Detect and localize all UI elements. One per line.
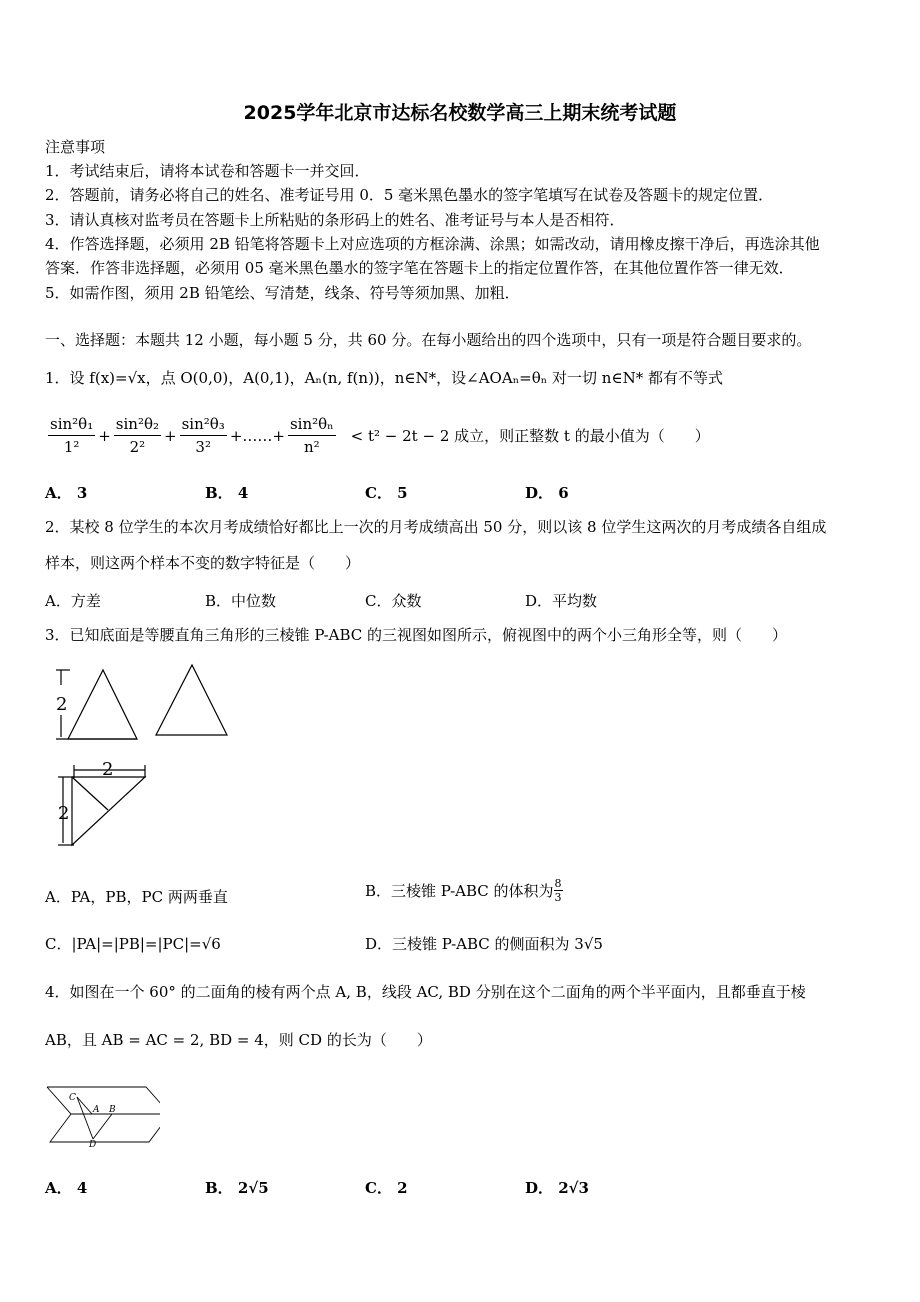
q3-option-b[interactable]: B．三棱锥 P-ABC 的体积为 8 3 xyxy=(365,877,562,904)
section-heading: 一、选择题：本题共 12 小题，每小题 5 分，共 60 分。在每小题给出的四个选项中，只有一项是符合题目要求的。 xyxy=(45,331,812,349)
fraction: $\frac{\text{sin²θₙ}}{\text{n²}}$ xyxy=(289,415,334,456)
q1-stem: 1．设 f(x)=√x，点 O(0,0)，A(0,1)，Aₙ(n, f(n))，n∈N*，设∠AOAₙ=θₙ 对一切 n∈N* 都有不等式 xyxy=(45,369,723,387)
q2-option-a[interactable]: A．方差 xyxy=(45,592,101,610)
notice-item: 答案．作答非选择题，必须用 05 毫米黑色墨水的签字笔在答题卡上的指定位置作答，在其他位置作答一律无效． xyxy=(45,259,794,277)
notice-heading: 注意事项 xyxy=(45,138,106,156)
q4-option-d[interactable]: D． 2√3 xyxy=(525,1179,589,1197)
notice-item: 3．请认真核对监考员在答题卡上所粘贴的条形码上的姓名、准考证号与本人是否相符． xyxy=(45,211,625,229)
notice-item: 2．答题前，请务必将自己的姓名、准考证号用 0．5 毫米黑色墨水的签字笔填写在试卷及答题卡的规定位置． xyxy=(45,186,774,204)
q1-option-d[interactable]: D． 6 xyxy=(525,484,569,502)
q4-option-c[interactable]: C． 2 xyxy=(365,1179,408,1197)
q4-stem: 4．如图在一个 60° 的二面角的棱有两个点 A, B，线段 AC, BD 分别在这个二面角的两个半平面内，且都垂直于棱 xyxy=(45,983,806,1001)
notice-item: 5．如需作图，须用 2B 铅笔绘、写清楚，线条、符号等须加黑、加粗． xyxy=(45,284,520,302)
dimension-label: 2 xyxy=(56,694,68,715)
dihedral-angle-figure xyxy=(30,1075,160,1150)
q1-tail: < t² − 2t − 2 成立，则正整数 t 的最小值为（ ） xyxy=(350,427,710,445)
q4-option-a[interactable]: A． 4 xyxy=(45,1179,88,1197)
q1-option-c[interactable]: C． 5 xyxy=(365,484,408,502)
notice-item: 1．考试结束后，请将本试卷和答题卡一并交回． xyxy=(45,162,370,180)
point-label: D xyxy=(89,1140,97,1150)
point-label: A xyxy=(93,1105,100,1115)
q4-option-b[interactable]: B． 2√5 xyxy=(205,1179,269,1197)
q2-option-b[interactable]: B．中位数 xyxy=(205,592,277,610)
q2-stem: 2．某校 8 位学生的本次月考成绩恰好都比上一次的月考成绩高出 50 分，则以该 8 位学生这两次的月考成绩各自组成 xyxy=(45,518,827,536)
page-title: 2025学年北京市达标名校数学高三上期末统考试题 xyxy=(243,102,677,124)
q2-option-d[interactable]: D．平均数 xyxy=(525,592,598,610)
fraction: $\frac{\text{sin²θ₃}}{\text{3²}}$ xyxy=(181,415,225,456)
notice-item: 4．作答选择题，必须用 2B 铅笔将答题卡上对应选项的方框涂满、涂黑；如需改动，请用橡皮擦干净后，再选涂其他 xyxy=(45,235,820,253)
q3-option-a[interactable]: A．PA，PB，PC 两两垂直 xyxy=(45,888,228,906)
dimension-label: 2 xyxy=(102,759,114,780)
q1-option-b[interactable]: B． 4 xyxy=(205,484,249,502)
q2-option-c[interactable]: C．众数 xyxy=(365,592,422,610)
fraction: $\frac{\text{sin²θ₂}}{\text{2²}}$ xyxy=(115,415,160,456)
q3-stem: 3．已知底面是等腰直角三角形的三棱锥 P-ABC 的三视图如图所示，俯视图中的两个小三角形全等，则（ ） xyxy=(45,626,788,644)
q1-option-a[interactable]: A． 3 xyxy=(45,484,88,502)
point-label: B xyxy=(109,1105,116,1115)
q3-option-d[interactable]: D．三棱锥 P-ABC 的侧面积为 3√5 xyxy=(365,935,603,953)
q3-option-c[interactable]: C．|PA|=|PB|=|PC|=√6 xyxy=(45,935,221,953)
fraction: $\frac{\text{sin²θ₁}}{\text{1²}}$ xyxy=(50,415,94,456)
q2-stem-2: 样本，则这两个样本不变的数字特征是（ ） xyxy=(45,554,361,572)
q1-inequality: $\frac{\text{sin²θ₁}}{\text{1²}}$ + $\frac{\text{sin²θ₂}}{\text{2²}}$ + $\frac{\text{sin²θ₃}}{\text{3²}}$ +……+ $\frac{\text{sin²θₙ}}{\text{n²}}$ < t² − 2t − 2 成立，则正整数 t 的最小值为（ ） xyxy=(50,415,710,456)
three-view-figure xyxy=(30,655,250,855)
dimension-label: 2 xyxy=(58,803,70,824)
fraction: 8 3 xyxy=(554,877,562,904)
q4-stem-2: AB，且 AB = AC = 2, BD = 4，则 CD 的长为（ ） xyxy=(45,1031,432,1049)
point-label: C xyxy=(69,1093,76,1103)
